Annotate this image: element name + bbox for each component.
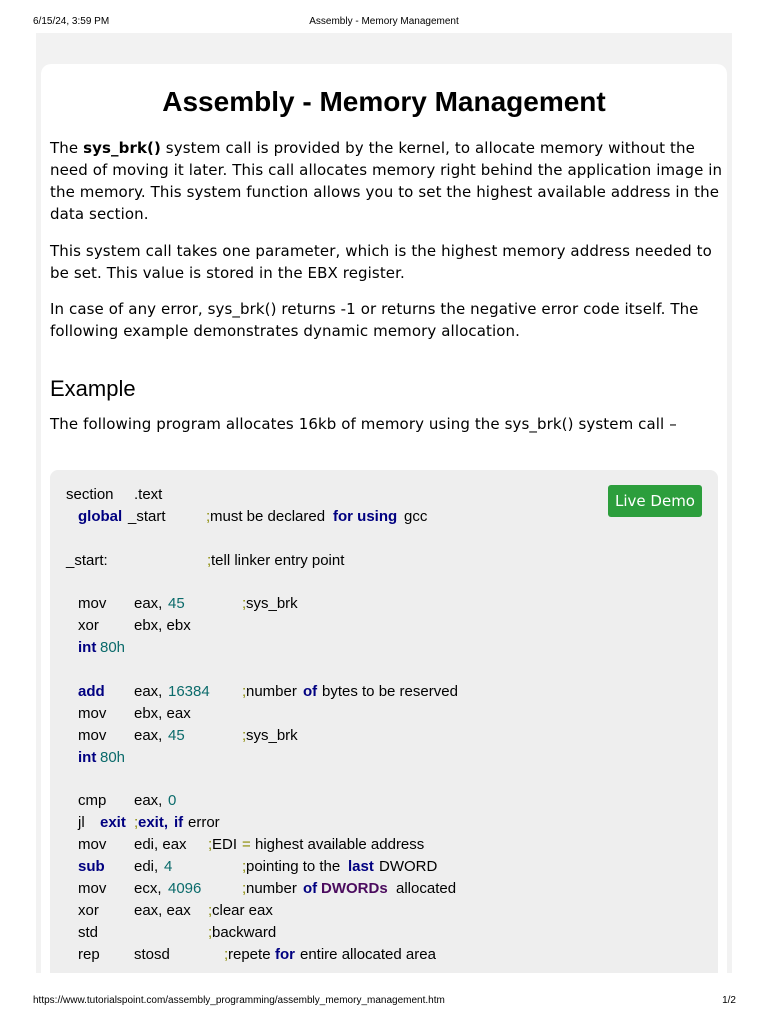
code-token: mov — [78, 726, 107, 744]
code-token: sys_brk — [246, 726, 298, 744]
code-token: ; — [134, 814, 139, 832]
print-footer — [0, 995, 768, 1009]
print-date: 6/15/24, 3:59 PM — [33, 16, 110, 27]
page-url: https://www.tutorialspoint.com/assembly_programming/assembly_memory_management.htm — [33, 995, 445, 1006]
code-token: clear eax — [212, 901, 273, 919]
code-token: .text — [134, 486, 163, 503]
code-token: DWORDs — [321, 880, 388, 898]
code-token: of — [303, 683, 318, 701]
code-token: int — [78, 639, 97, 657]
code-token: ; — [242, 858, 247, 876]
code-token: ; — [224, 945, 229, 963]
code-token: mov — [78, 880, 107, 898]
code-token: ; — [208, 836, 213, 854]
code-token: global — [78, 507, 123, 525]
code-token: sub — [78, 858, 105, 876]
code-token: must be declared — [210, 507, 330, 525]
code-token: for — [275, 945, 295, 963]
code-token: _start — [128, 507, 166, 525]
code-token: error — [188, 814, 220, 832]
code-token: rep — [78, 945, 100, 963]
code-token: allocated — [396, 880, 457, 898]
code-token: eax, — [134, 726, 163, 744]
code-token: edi, — [134, 858, 159, 876]
code-token: entire allocated area — [300, 945, 436, 963]
code-token: ; — [207, 551, 212, 569]
code-token: mov — [78, 595, 107, 613]
code-token: repete — [228, 945, 275, 963]
code-token: ; — [242, 595, 247, 613]
print-page-title: Assembly - Memory Management — [309, 16, 459, 27]
code-token: ; — [242, 880, 247, 898]
intro-text-end: system call is provided by the kernel, to allocate memory without the need of moving it later. This call allocates memory right behind the application image in the memory. This system function allows you to set the highest available address in the data section. — [50, 139, 723, 223]
code-token: last — [348, 858, 374, 876]
code-token: 80h — [100, 639, 126, 657]
page-number: 1/2 — [722, 995, 736, 1006]
code-token: for using — [333, 507, 398, 525]
code-token: add — [78, 683, 105, 701]
code-token: edi, eax — [134, 836, 187, 854]
page-title: Assembly - Memory Management — [162, 86, 606, 117]
code-token: gcc — [404, 507, 428, 525]
code-token: 4096 — [168, 880, 202, 898]
code-token: exit, — [138, 814, 169, 832]
parameter-paragraph: This system call takes one parameter, which is the highest memory address needed to be set. This value is stored in the EBX register. — [50, 242, 712, 282]
code-token: 45 — [168, 595, 185, 613]
code-token: ebx, eax — [134, 704, 191, 722]
code-token: cmp — [78, 792, 107, 810]
code-token: ; — [206, 507, 211, 525]
code-token: pointing to the — [246, 858, 345, 876]
code-token: ecx, — [134, 880, 162, 898]
code-token: ; — [242, 726, 247, 744]
code-token: 45 — [168, 726, 185, 744]
code-token: number — [246, 683, 302, 701]
code-token: backward — [212, 923, 277, 941]
code-token: bytes to be reserved — [322, 683, 458, 701]
code-token: tell linker entry point — [211, 551, 345, 569]
code-token: std — [78, 923, 99, 941]
intro-paragraph — [50, 137, 725, 225]
code-token: ; — [208, 923, 213, 941]
code-token: jl — [78, 814, 85, 832]
code-token: mov — [78, 836, 107, 854]
code-token: sys_brk — [246, 595, 298, 613]
code-token: eax, — [134, 595, 163, 613]
code-token: 80h — [100, 748, 126, 766]
code-token: xor — [78, 901, 99, 919]
intro-text-start: The — [50, 139, 84, 157]
example-intro: The following program allocates 16kb of memory using the sys_brk() system call – — [50, 415, 677, 433]
code-token: stosd — [134, 945, 170, 963]
code-token: xor — [78, 617, 99, 635]
code-token: ebx, ebx — [134, 617, 191, 635]
code-token: int — [78, 748, 97, 766]
error-paragraph: In case of any error, sys_brk() returns -1 or returns the negative error code itself. The following example demonstrates dynamic memory allocation. — [50, 300, 699, 340]
example-heading: Example — [50, 376, 136, 401]
code-token: 16384 — [168, 683, 210, 701]
print-header — [0, 16, 768, 30]
code-token: eax, eax — [134, 901, 191, 919]
code-token: eax, — [134, 792, 163, 810]
code-token: DWORD — [379, 858, 438, 876]
code-token: if — [174, 814, 184, 832]
sys-brk-bold: sys_brk() — [83, 139, 161, 157]
code-token: mov — [78, 704, 107, 722]
code-token: 0 — [168, 792, 177, 810]
code-token: number — [246, 880, 302, 898]
code-token: of — [303, 880, 318, 898]
code-token: = — [242, 836, 251, 854]
code-token: section — [66, 486, 114, 503]
code-token: eax, — [134, 683, 163, 701]
code-token: ; — [242, 683, 247, 701]
code-token: 4 — [164, 858, 173, 876]
code-token: _start: — [66, 551, 108, 569]
code-token: exit — [100, 814, 126, 832]
code-token: highest available address — [255, 836, 425, 854]
live-demo-button[interactable]: Live Demo — [608, 485, 702, 517]
code-token: ; — [208, 901, 213, 919]
code-token: EDI — [212, 836, 238, 854]
